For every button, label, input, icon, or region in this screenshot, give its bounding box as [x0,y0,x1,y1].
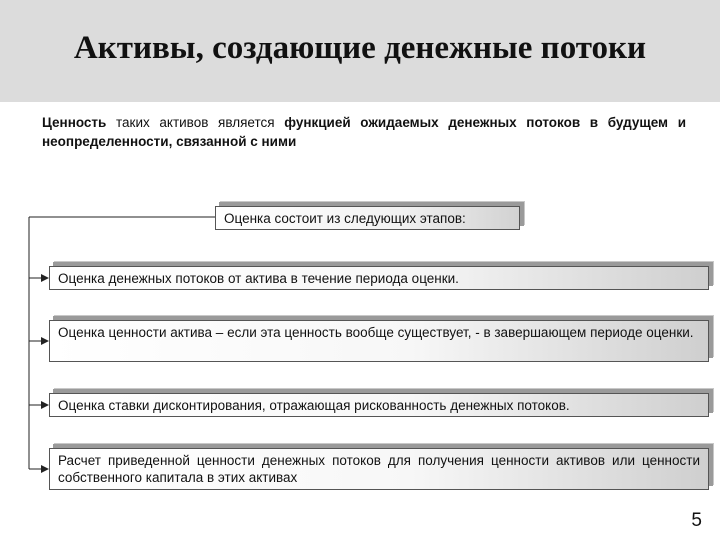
page-number: 5 [691,510,702,531]
step-box-3: Оценка ставки дисконтирования, отражающая рискованность денежных потоков. [49,393,709,417]
stages-header-box: Оценка состоит из следующих этапов: [215,206,520,230]
intro-keyword: Ценность [42,115,107,130]
intro-emphasis: функцией ожидаемых денежных потоков в будущем и неопределенности, связанной с ними [42,115,686,149]
step-box-2: Оценка ценности актива – если эта ценность вообще существует, - в завершающем периоде оценки. [49,320,709,362]
intro-plain: таких активов является [106,115,285,130]
step-box-1: Оценка денежных потоков от актива в течение периода оценки. [49,266,709,290]
step-box-4: Расчет приведенной ценности денежных потоков для получения ценности активов или ценности собственного капитала в этих активах [49,448,709,490]
slide-title: Активы, создающие денежные потоки [73,30,647,66]
